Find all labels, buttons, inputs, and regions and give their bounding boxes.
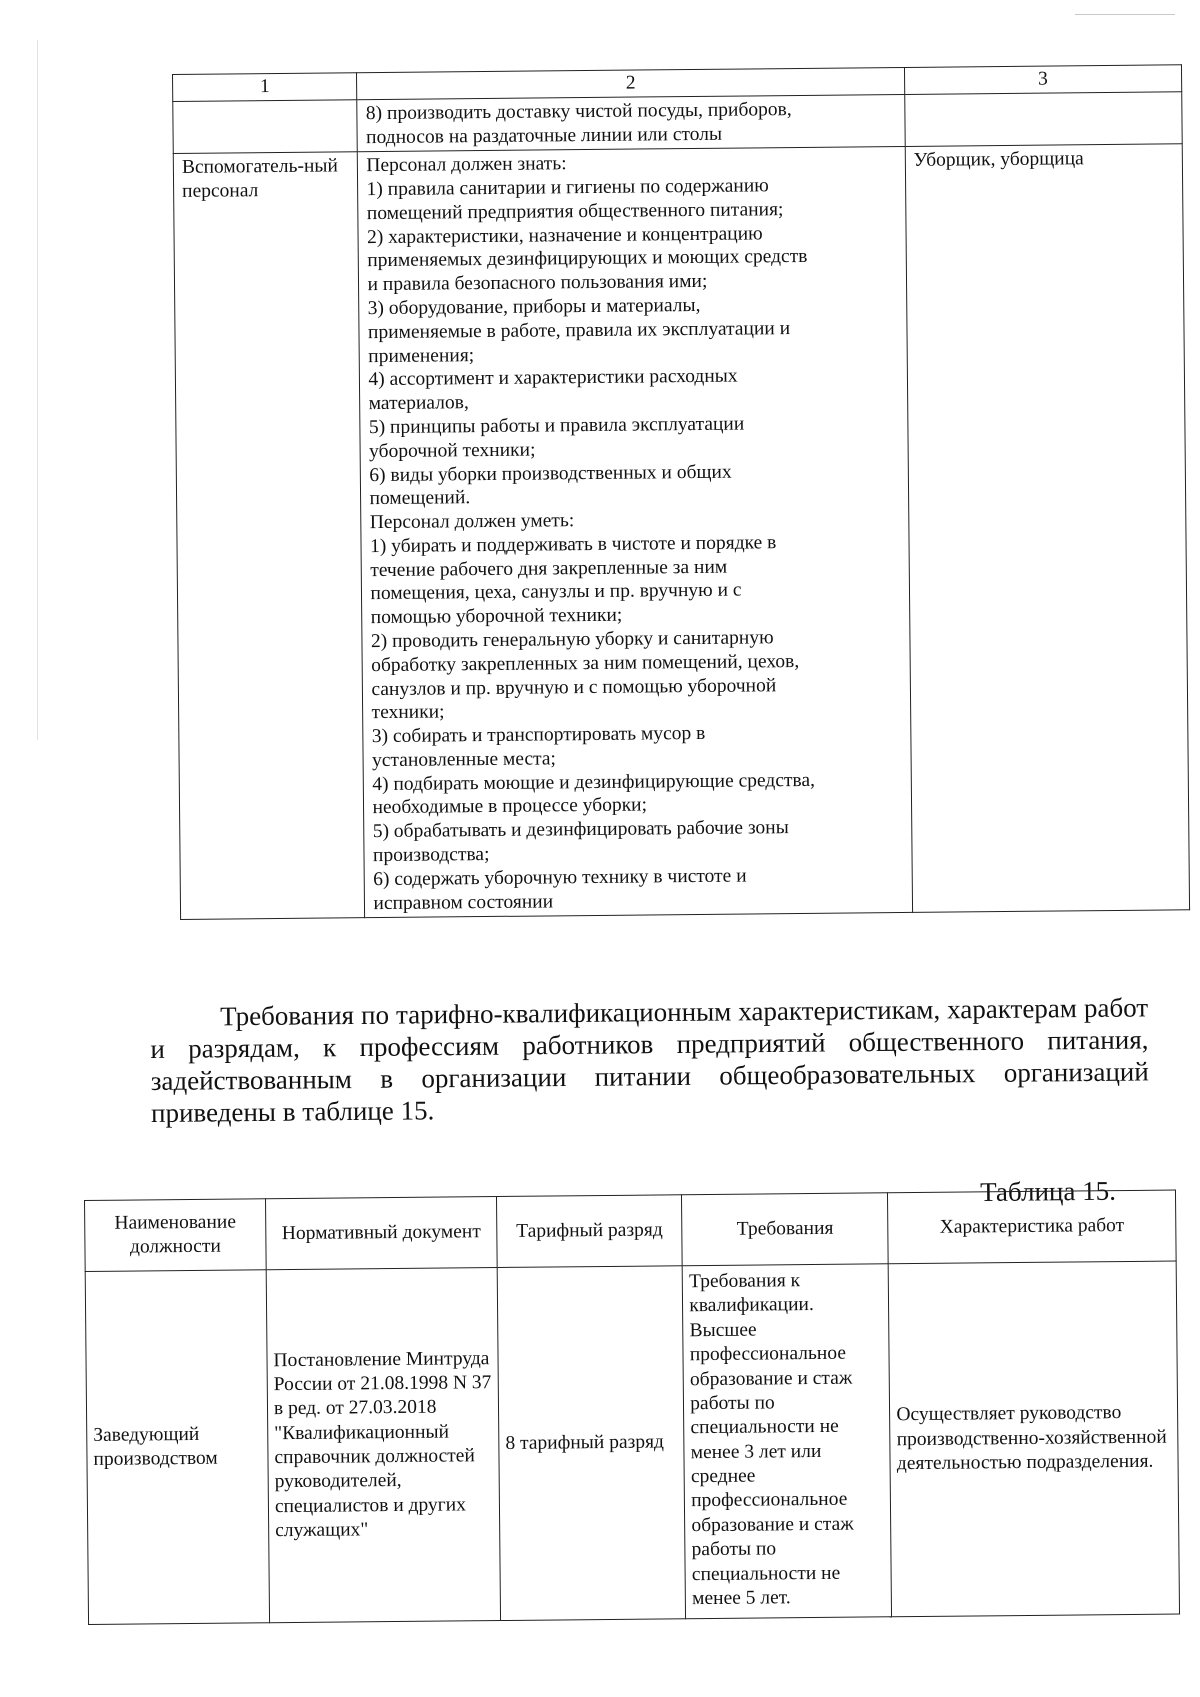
column-header: Тарифный разряд [497,1195,683,1268]
text-line: 2) проводить генеральную уборку и санитарную [370,627,774,653]
column-header: 3 [904,65,1181,94]
intro-paragraph: Требования по тарифно-квалификационным характеристикам, характерам работ и разрядам, к профессиям работников предприятий общественного питания, задействованным в организации питании общеобразовательных организаций приведены в таблице 15. [150,992,1149,1128]
text-line: помощью уборочной техники; [370,604,623,629]
table-row [173,144,1189,920]
scan-edge-mark [37,40,38,740]
empty-cell [173,100,358,154]
text-line: течение рабочего дня закрепленные за ним [370,556,728,581]
text-line: 4) подбирать моющие и дезинфицирующие средства, [372,769,816,795]
knowledge-skills-cell [358,147,913,918]
column-header: Характеристика работ [888,1190,1176,1264]
text-line: материалов, [368,392,469,415]
text-line: техники; [371,701,445,724]
text-line: помещений. [369,487,471,510]
table-caption: Таблица 15. [980,1175,1117,1207]
text-line: 5) принципы работы и правила эксплуатации [368,413,745,439]
table-row [85,1261,1179,1624]
staff-category-cell: Вспомогатель-ный персонал [173,152,365,920]
column-header: 2 [357,67,904,99]
text-line: 3) собирать и транспортировать мусор в [371,723,706,748]
text-line: 6) содержать уборочную технику в чистоте и [373,865,747,890]
text-line: 1) правила санитарии и гигиены по содержанию [366,175,769,201]
text-line: и правила безопасного пользования ими; [367,271,708,296]
column-header: 1 [173,73,358,102]
text-line: Персонал должен знать: [366,153,567,177]
text-line: 4) ассортимент и характеристики расходных [368,365,738,391]
text-line: подносов на раздаточные линии или столы [365,123,723,148]
text-line: применяемых дезинфицирующих и моющих средств [367,246,808,272]
text-line: помещений предприятия общественного питания; [366,199,784,225]
text-line: санузлов и пр. вручную и с помощью уборочной [371,674,777,700]
text-line: производства; [372,843,490,867]
text-line: применяемые в работе, правила их эксплуатации и [367,317,791,343]
document-cell: Постановление Минтруда России от 21.08.1998 N 37 в ред. от 27.03.2018 "Квалификационный справочник должностей руководителей, специалистов и других служащих" [266,1268,501,1623]
duties-cell [357,94,905,152]
tariff-table [84,1190,1180,1625]
text-line: помещения, цеха, санузлы и пр. вручную и с [370,579,742,605]
header-row [85,1190,1177,1271]
text-line: применения; [368,344,475,367]
duties-table [172,64,1190,920]
text-line: 2) характеристики, назначение и концентрацию [366,223,763,248]
text-line: 8) производить доставку чистой посуды, приборов, [365,98,792,124]
text-line: 6) виды уборки производственных и общих [369,461,732,486]
text-line: установленные места; [371,748,556,771]
grade-cell: 8 тарифный разряд [497,1266,686,1621]
empty-cell [904,92,1182,147]
column-header: Требования [682,1193,889,1266]
table-row [173,92,1182,154]
text-line: 5) обрабатывать и дезинфицировать рабочие зоны [372,817,789,843]
characteristics-cell: Осуществляет руководство производственно-хозяйственной деятельностью подразделения. [888,1261,1179,1617]
column-header: Нормативный документ [265,1197,497,1270]
text-line: 3) оборудование, приборы и материалы, [367,294,701,320]
requirements-cell: Требования к квалификации. Высшее профессиональное образование и стаж работы по специальности не менее 3 лет или среднее профессиональное образование и стаж работы по специальности не менее 5 лет. [682,1264,891,1619]
position-cell: Заведующий производством [85,1270,269,1625]
text-line: необходимые в процессе уборки; [372,794,648,819]
position-cell: Уборщик, уборщица [905,144,1190,913]
text-line: 1) убирать и поддерживать в чистоте и порядке в [369,532,777,557]
text-line: обработку закрепленных за ним помещений, цехов, [371,650,800,676]
text-line: Персонал должен уметь: [369,510,575,534]
column-header: Наименование должности [85,1199,267,1272]
scan-edge-mark [1075,14,1175,15]
text-line: уборочной техники; [369,439,536,462]
text-line: исправном состоянии [373,890,554,914]
